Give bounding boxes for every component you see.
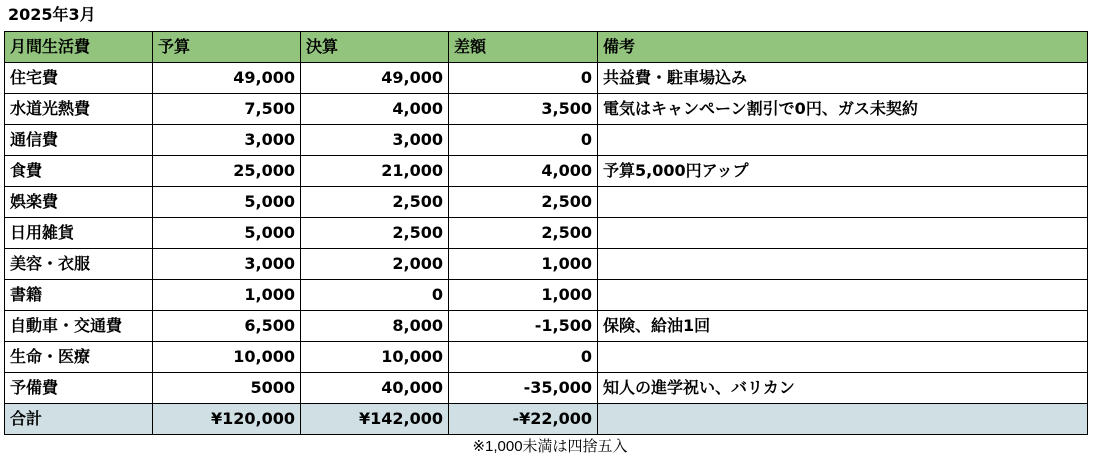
table-row (5, 156, 1088, 187)
total-row (5, 404, 1088, 435)
table-row (5, 218, 1088, 249)
cell-notes[interactable]: 知人の進学祝い、バリカン (598, 373, 1088, 404)
cell-budget[interactable]: 7,500 (153, 94, 301, 125)
header-notes[interactable]: 備考 (598, 32, 1088, 63)
cell-budget[interactable]: 3,000 (153, 125, 301, 156)
cell-actual[interactable]: 8,000 (301, 311, 449, 342)
header-row (5, 32, 1088, 63)
sheet-title: 2025年3月 (8, 5, 96, 24)
cell-budget[interactable]: 10,000 (153, 342, 301, 373)
cell-difference[interactable]: 0 (449, 63, 598, 94)
table-row (5, 311, 1088, 342)
cell-actual[interactable]: 2,500 (301, 218, 449, 249)
budget-table (4, 31, 1088, 435)
total-label[interactable]: 合計 (5, 404, 153, 435)
cell-difference[interactable]: 4,000 (449, 156, 598, 187)
cell-notes[interactable] (598, 218, 1088, 249)
cell-category[interactable]: 通信費 (5, 125, 153, 156)
cell-difference[interactable]: 0 (449, 125, 598, 156)
cell-difference[interactable]: 1,000 (449, 249, 598, 280)
cell-budget[interactable]: 5000 (153, 373, 301, 404)
cell-notes[interactable]: 電気はキャンペーン割引で0円、ガス未契約 (598, 94, 1088, 125)
cell-category[interactable]: 予備費 (5, 373, 153, 404)
cell-difference[interactable]: 0 (449, 342, 598, 373)
cell-notes[interactable] (598, 187, 1088, 218)
cell-notes[interactable] (598, 125, 1088, 156)
table-row (5, 63, 1088, 94)
cell-notes[interactable] (598, 249, 1088, 280)
cell-category[interactable]: 娯楽費 (5, 187, 153, 218)
total-difference[interactable]: -¥22,000 (449, 404, 598, 435)
cell-difference[interactable]: 2,500 (449, 187, 598, 218)
cell-notes[interactable]: 保険、給油1回 (598, 311, 1088, 342)
table-row (5, 94, 1088, 125)
cell-actual[interactable]: 0 (301, 280, 449, 311)
cell-difference[interactable]: -1,500 (449, 311, 598, 342)
cell-notes[interactable]: 予算5,000円アップ (598, 156, 1088, 187)
table-row (5, 125, 1088, 156)
cell-category[interactable]: 水道光熱費 (5, 94, 153, 125)
total-notes[interactable] (598, 404, 1088, 435)
cell-difference[interactable]: 2,500 (449, 218, 598, 249)
cell-budget[interactable]: 49,000 (153, 63, 301, 94)
cell-notes[interactable] (598, 280, 1088, 311)
cell-budget[interactable]: 5,000 (153, 187, 301, 218)
cell-difference[interactable]: -35,000 (449, 373, 598, 404)
cell-actual[interactable]: 2,000 (301, 249, 449, 280)
table-row (5, 249, 1088, 280)
cell-budget[interactable]: 25,000 (153, 156, 301, 187)
header-actual[interactable]: 決算 (301, 32, 449, 63)
table-row (5, 342, 1088, 373)
cell-actual[interactable]: 2,500 (301, 187, 449, 218)
cell-category[interactable]: 食費 (5, 156, 153, 187)
cell-actual[interactable]: 21,000 (301, 156, 449, 187)
total-budget[interactable]: ¥120,000 (153, 404, 301, 435)
cell-actual[interactable]: 4,000 (301, 94, 449, 125)
cell-budget[interactable]: 3,000 (153, 249, 301, 280)
table-row (5, 373, 1088, 404)
table-row (5, 280, 1088, 311)
header-category[interactable]: 月間生活費 (5, 32, 153, 63)
cell-actual[interactable]: 3,000 (301, 125, 449, 156)
table-row (5, 187, 1088, 218)
cell-category[interactable]: 書籍 (5, 280, 153, 311)
header-budget[interactable]: 予算 (153, 32, 301, 63)
cell-budget[interactable]: 6,500 (153, 311, 301, 342)
cell-category[interactable]: 日用雑貨 (5, 218, 153, 249)
header-difference[interactable]: 差額 (449, 32, 598, 63)
cell-difference[interactable]: 1,000 (449, 280, 598, 311)
cell-category[interactable]: 生命・医療 (5, 342, 153, 373)
cell-actual[interactable]: 49,000 (301, 63, 449, 94)
cell-category[interactable]: 自動車・交通費 (5, 311, 153, 342)
footnote: ※1,000未満は四捨五入 (472, 438, 628, 455)
cell-category[interactable]: 住宅費 (5, 63, 153, 94)
cell-notes[interactable] (598, 342, 1088, 373)
cell-budget[interactable]: 5,000 (153, 218, 301, 249)
cell-actual[interactable]: 40,000 (301, 373, 449, 404)
cell-difference[interactable]: 3,500 (449, 94, 598, 125)
cell-notes[interactable]: 共益費・駐車場込み (598, 63, 1088, 94)
total-actual[interactable]: ¥142,000 (301, 404, 449, 435)
cell-category[interactable]: 美容・衣服 (5, 249, 153, 280)
cell-actual[interactable]: 10,000 (301, 342, 449, 373)
cell-budget[interactable]: 1,000 (153, 280, 301, 311)
